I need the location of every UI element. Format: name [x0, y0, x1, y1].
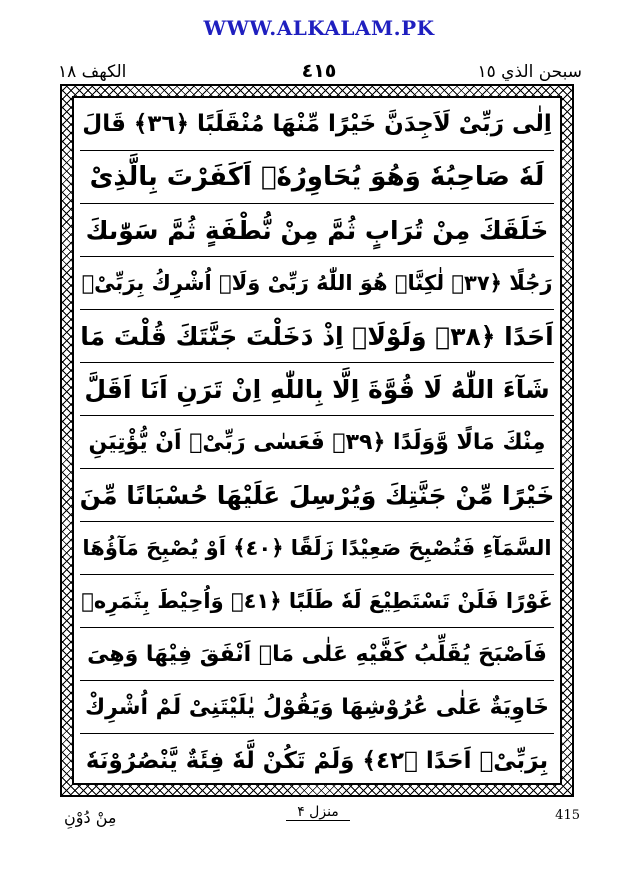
- verse-line: غَوْرًا فَلَنْ تَسْتَطِيْعَ لَهٗ طَلَبًا ﴿٤١﴾ وَاُحِيْطَ بِثَمَرِهٖ: [80, 575, 554, 628]
- manzil-label: منزل ۴: [278, 804, 358, 820]
- page-number-top: ٤١٥: [301, 60, 337, 82]
- page-number-bottom: 415: [555, 808, 580, 823]
- verse-line: بِرَبِّىْۤ اَحَدًا ﴿٤٢﴾ وَلَمْ تَكُنْ لَّهٗ فِئَةٌ يَّنْصُرُوْنَهٗ: [85, 747, 549, 774]
- text-area: [72, 96, 562, 785]
- verse-line: لَهٗ صَاحِبُهٗ وَهُوَ يُحَاوِرُهٗۤ اَكَفَرْتَ بِالَّذِىْ: [80, 151, 554, 204]
- verse-line: خَيْرًا مِّنْ جَنَّتِكَ وَيُرْسِلَ عَلَيْهَا حُسْبَانًا مِّنَ: [80, 469, 554, 522]
- verse-line: فَاَصْبَحَ يُقَلِّبُ كَفَّيْهِ عَلٰى مَاۤ اَنْفَقَ فِيْهَا وَهِىَ: [80, 628, 554, 681]
- verse-line: رَجُلًا ﴿٣٧﴾ لٰكِنَّا۠ هُوَ اللّٰهُ رَبِّىْ وَلَاۤ اُشْرِكُ بِرَبِّىْۤ: [80, 257, 554, 310]
- ornamental-frame: [60, 84, 574, 797]
- verse-line: اِلٰى رَبِّىْ لَاَجِدَنَّ خَيْرًا مِّنْهَا مُنْقَلَبًا ﴿٣٦﴾ قَالَ: [80, 98, 554, 151]
- verse-line: السَّمَآءِ فَتُصْبِحَ صَعِيْدًا زَلَقًا ﴿٤٠﴾ اَوْ يُصْبِحَ مَآؤُهَا: [80, 522, 554, 575]
- verse-line: اَحَدًا ﴿٣٨﴾ وَلَوْلَاۤ اِذْ دَخَلْتَ جَنَّتَكَ قُلْتَ مَا: [80, 310, 554, 363]
- verse-line: خَلَقَكَ مِنْ تُرَابٍ ثُمَّ مِنْ نُّطْفَةٍ ثُمَّ سَوّٰىكَ: [80, 204, 554, 257]
- verse-line: شَآءَ اللّٰهُ لَا قُوَّةَ اِلَّا بِاللّٰهِ اِنْ تَرَنِ اَنَا اَقَلَّ: [80, 363, 554, 416]
- verse-line: مِنْكَ مَالًا وَّوَلَدًا ﴿٣٩﴾ فَعَسٰى رَبِّىْۤ اَنْ يُّؤْتِيَنِ: [80, 416, 554, 469]
- surah-name-header: الكهف ١٨: [58, 62, 127, 82]
- verse-line: خَاوِيَةٌ عَلٰى عُرُوْشِهَا وَيَقُوْلُ يٰلَيْتَنِىْ لَمْ اُشْرِكْ: [80, 681, 554, 734]
- site-url[interactable]: WWW.ALKALAM.PK: [203, 16, 435, 40]
- juz-name-header: سبحن الذي ١٥: [477, 62, 582, 82]
- catchword: مِنْ دُوْنِ: [64, 808, 117, 827]
